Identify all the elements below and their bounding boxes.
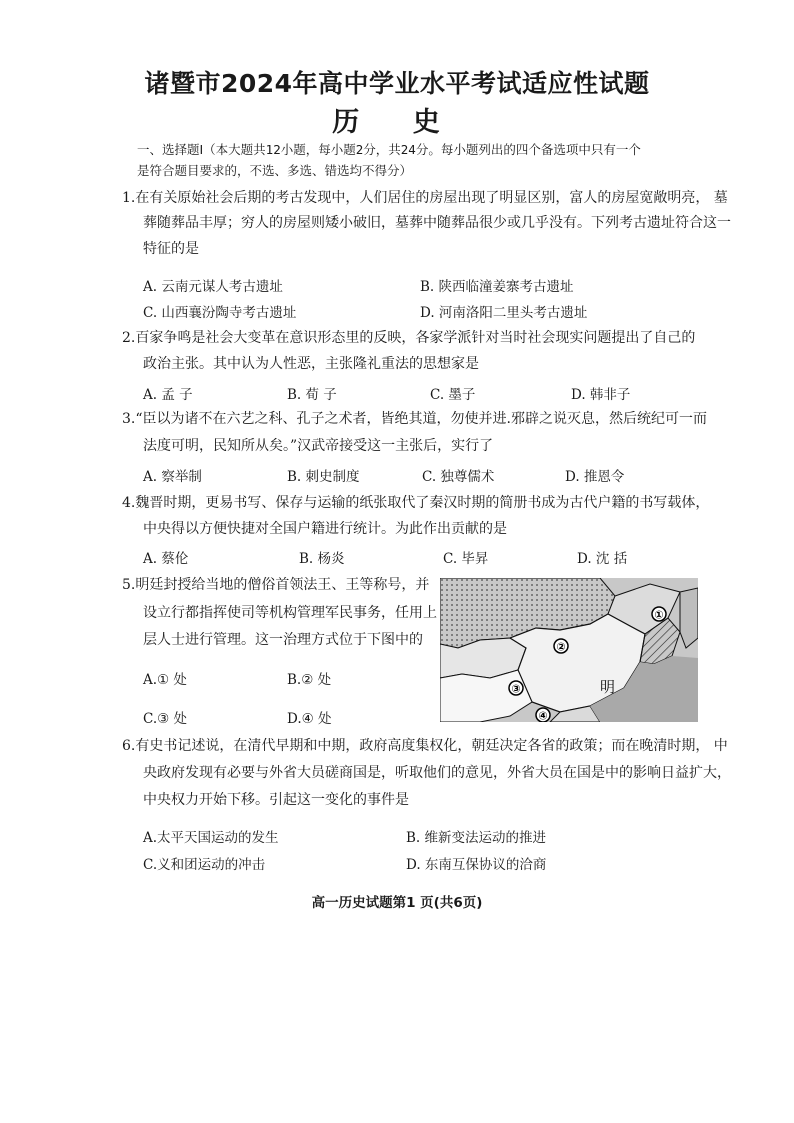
- subject-title: 历 史: [332, 107, 462, 138]
- question-3-option-c[interactable]: C. 独尊儒术: [422, 469, 495, 485]
- svg-text:④: ④: [538, 709, 548, 722]
- svg-text:①: ①: [654, 608, 664, 622]
- question-5-line-2: 设立行都指挥使司等机构管理军民事务，任用上: [143, 605, 437, 621]
- question-1-option-d[interactable]: D. 河南洛阳二里头考古遗址: [420, 305, 588, 321]
- question-3-option-b[interactable]: B. 刺史制度: [287, 469, 360, 485]
- question-5-option-b[interactable]: B.② 处: [287, 672, 332, 688]
- question-5-line-1: 5.明廷封授给当地的僧俗首领法王、王等称号，并: [122, 577, 430, 593]
- svg-text:②: ②: [556, 640, 566, 654]
- svg-text:③: ③: [511, 682, 521, 696]
- question-4-option-b[interactable]: B. 杨炎: [299, 551, 345, 567]
- question-2-line-2: 政治主张。其中认为人性恶，主张隆礼重法的思想家是: [143, 356, 479, 372]
- question-2-option-a[interactable]: A. 孟 子: [143, 387, 193, 403]
- question-5-option-d[interactable]: D.④ 处: [287, 711, 332, 727]
- question-2-option-d[interactable]: D. 韩非子: [571, 387, 631, 403]
- page-footer: 高一历史试题第1 页(共6页): [311, 895, 483, 911]
- question-2-line-1: 2.百家争鸣是社会大变革在意识形态里的反映，各家学派针对当时社会现实问题提出了自己的: [122, 330, 696, 346]
- question-1-line-3: 特征的是: [143, 241, 199, 257]
- question-6-option-b[interactable]: B. 维新变法运动的推进: [406, 830, 547, 846]
- section-instructions-line2: 是符合题目要求的，不选、多选、错选均不得分）: [137, 163, 413, 178]
- question-4-option-c[interactable]: C. 毕昇: [443, 551, 489, 567]
- question-6-option-d[interactable]: D. 东南互保协议的洽商: [406, 857, 547, 873]
- question-4-line-1: 4.魏晋时期，更易书写、保存与运输的纸张取代了秦汉时期的简册书成为古代户籍的书写载体，: [122, 495, 710, 511]
- section-instructions-line1: 一、选择题Ⅰ（本大题共12小题，每小题2分，共24分。每小题列出的四个备选项中只有一个: [137, 142, 641, 157]
- question-3-option-d[interactable]: D. 推恩令: [565, 469, 625, 485]
- question-5-option-a[interactable]: A.① 处: [143, 672, 187, 688]
- question-6-option-a[interactable]: A.太平天国运动的发生: [143, 830, 279, 846]
- question-5-option-c[interactable]: C.③ 处: [143, 711, 188, 727]
- question-6-line-1: 6.有史书记述说，在清代早期和中期，政府高度集权化，朝廷决定各省的政策；而在晚清时期， 中: [122, 738, 728, 754]
- question-4-line-2: 中央得以方便快捷对全国户籍进行统计。为此作出贡献的是: [143, 521, 507, 537]
- question-1-line-1: 1.在有关原始社会后期的考古发现中，人们居住的房屋出现了明显区别，富人的房屋宽敞明亮， 墓: [122, 190, 728, 206]
- map-marker-3: [509, 681, 523, 696]
- question-1-line-2: 葬随葬品丰厚；穷人的房屋则矮小破旧，墓葬中随葬品很少或几乎没有。下列考古遗址符合这一: [143, 215, 731, 231]
- question-6-line-3: 中央权力开始下移。引起这一变化的事件是: [143, 792, 409, 808]
- question-3-option-a[interactable]: A. 察举制: [143, 469, 202, 485]
- map-label-ming: 明: [600, 678, 616, 696]
- question-3-line-2: 法度可明，民知所从矣。”汉武帝接受这一主张后，实行了: [143, 438, 494, 454]
- question-6-line-2: 央政府发现有必要与外省大员磋商国是，听取他们的意见，外省大员在国是中的影响日益扩大，: [143, 765, 731, 781]
- question-6-option-c[interactable]: C.义和团运动的冲击: [143, 857, 266, 873]
- question-4-option-d[interactable]: D. 沈 括: [577, 551, 628, 567]
- question-3-line-1: 3.“臣以为诸不在六艺之科、孔子之术者，皆绝其道，勿使并进.邪辟之说灭息，然后统纪可一而: [122, 411, 707, 427]
- exam-title: 诸暨市2024年高中学业水平考试适应性试题: [144, 69, 650, 98]
- question-5-line-3: 层人士进行管理。这一治理方式位于下图中的: [143, 632, 423, 648]
- map-marker-4: [536, 708, 550, 722]
- map-marker-2: [554, 639, 568, 654]
- question-5-map: [440, 578, 698, 722]
- question-1-option-b[interactable]: B. 陕西临潼姜寨考古遗址: [420, 279, 574, 295]
- question-2-option-b[interactable]: B. 荀 子: [287, 387, 337, 403]
- map-marker-1: [652, 607, 666, 622]
- question-4-option-a[interactable]: A. 蔡伦: [143, 551, 189, 567]
- question-1-option-c[interactable]: C. 山西襄汾陶寺考古遗址: [143, 305, 297, 321]
- question-1-option-a[interactable]: A. 云南元谋人考古遗址: [143, 279, 283, 295]
- question-2-option-c[interactable]: C. 墨子: [430, 387, 476, 403]
